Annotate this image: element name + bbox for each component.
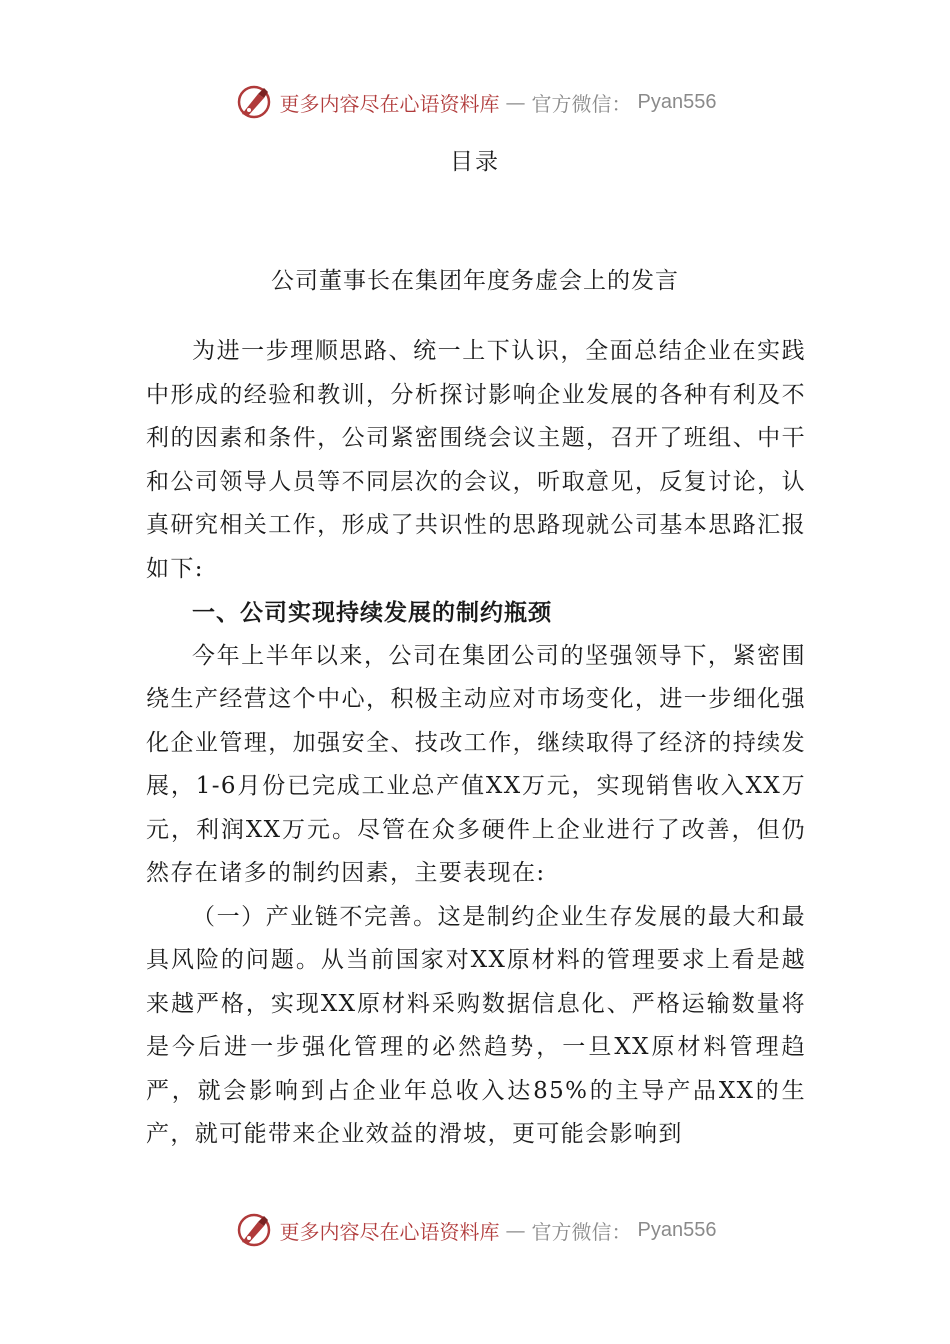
pen-nib-logo-icon — [234, 1210, 274, 1250]
section-heading-1: 一、公司实现持续发展的制约瓶颈 — [192, 599, 552, 626]
banner-separator: — — [505, 1218, 526, 1242]
banner-brand-text: 更多内容尽在心语资料库 — [279, 1219, 500, 1244]
banner-separator: — — [505, 90, 526, 114]
footer-watermark-banner — [0, 1210, 950, 1250]
subsection-1-paragraph: （一）产业链不完善。这是制约企业生存发展的最大和最具风险的问题。从当前国家对XX原材料的管理要求上看是越来越严格，实现XX原材料采购数据信息化、严格运输数量将是今后进一步强化管理的必然趋势，一旦XX原材料管理趋严，就会影响到占企业年总收入达85%的主导产品XX的生产，就可能带来企业效益的滑坡，更可能会影响到 — [146, 903, 806, 1147]
banner-wechat-id: Pyan556 — [637, 90, 717, 113]
intro-paragraph: 为进一步理顺思路、统一上下认识，全面总结企业在实践中形成的经验和教训，分析探讨影响企业发展的各种有利及不利的因素和条件，公司紧密围绕会议主题，召开了班组、中干和公司领导人员等不同层次的会议，听取意见，反复讨论，认真研究相关工作，形成了共识性的思路现就公司基本思路汇报如下: — [146, 338, 806, 582]
document-title: 公司董事长在集团年度务虚会上的发言 — [271, 268, 679, 294]
banner-brand-text: 更多内容尽在心语资料库 — [279, 91, 500, 116]
document-body — [146, 330, 806, 1157]
banner-wechat-id: Pyan556 — [637, 1218, 717, 1241]
section-1-paragraph: 今年上半年以来，公司在集团公司的坚强领导下，紧密围绕生产经营这个中心，积极主动应对市场变化，进一步细化强化企业管理，加强安全、技改工作，继续取得了经济的持续发展，1-6月份已完成工业总产值XX万元，实现销售收入XX万元，利润XX万元。尽管在众多硬件上企业进行了改善，但仍然存在诸多的制约因素，主要表现在: — [146, 642, 806, 886]
header-watermark-banner — [0, 82, 950, 122]
pen-nib-logo-icon — [234, 82, 274, 122]
banner-wechat-label: 官方微信： — [531, 1219, 632, 1244]
banner-wechat-label: 官方微信： — [531, 91, 632, 116]
toc-title: 目录 — [450, 149, 500, 175]
